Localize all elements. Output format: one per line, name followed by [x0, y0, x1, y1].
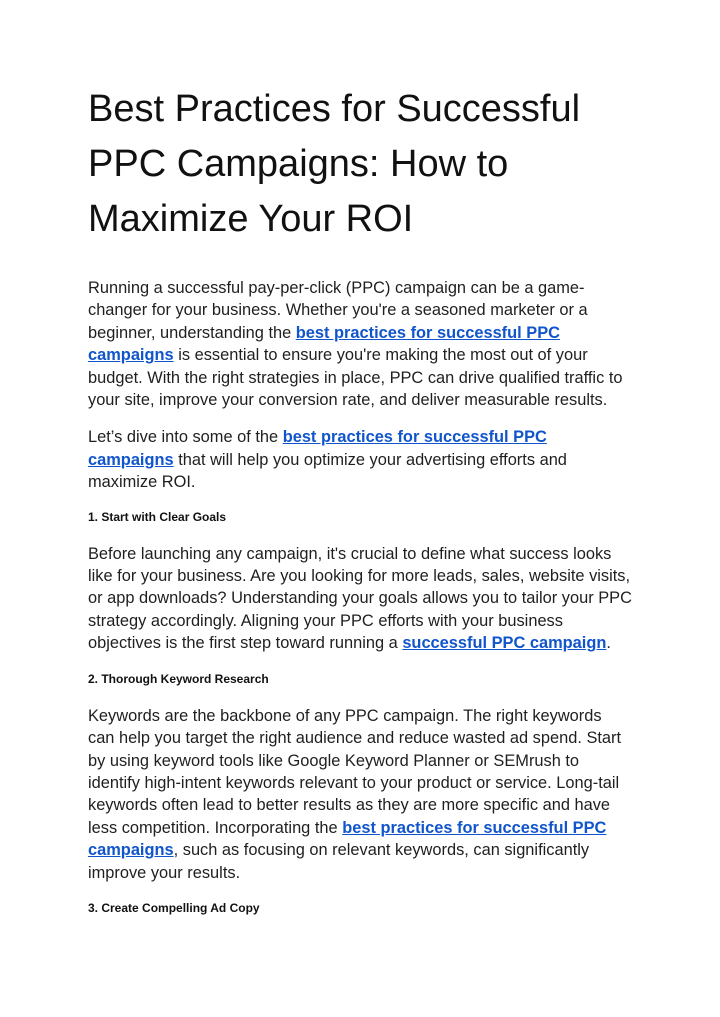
best-practices-link-2[interactable]: best practices for successful PPC campaigns	[88, 428, 547, 469]
section-heading-ad-copy: 3. Create Compelling Ad Copy	[88, 900, 260, 915]
section-heading-keyword-research: 2. Thorough Keyword Research	[88, 671, 269, 686]
intro-text-2b: that will help you optimize your advertising efforts and maximize ROI.	[88, 450, 567, 492]
keyword-research-text-b: , such as focusing on relevant keywords, can significantly improve your results.	[88, 841, 590, 882]
clear-goals-text-a: Before launching any campaign, it's crucial to define what success looks like for your business. Are you looking for more leads, sales, website visits, or app downloads? Understanding your goals allows you to tailor your PPC strategy accordingly. Aligning your PPC efforts with your business objectives is the first step toward running a	[88, 544, 632, 653]
best-practices-link-3[interactable]: best practices for successful PPC campaigns	[88, 818, 607, 860]
successful-ppc-campaign-link[interactable]: successful PPC campaign	[402, 634, 607, 653]
section-heading-clear-goals: 1. Start with Clear Goals	[88, 509, 227, 524]
clear-goals-text-b: .	[606, 634, 611, 653]
intro-paragraph-2	[88, 426, 632, 493]
best-practices-link-1[interactable]: best practices for successful PPC campaigns	[88, 323, 560, 365]
keyword-research-text-a: Keywords are the backbone of any PPC campaign. The right keywords can help you target the right audience and reduce wasted ad spend. Start by using keyword tools like Google Keyword Planner or SEMrush to identify high-intent keywords relevant to your product or service. Long-tail keywords often lead to better results as they are more specific and have less competition. Incorporating the	[88, 706, 622, 837]
section-body-keyword-research	[88, 705, 632, 884]
intro-text-1a: Running a successful pay-per-click (PPC) campaign can be a game-changer for your business. Whether you're a seasoned marketer or a beginner, understanding the	[88, 279, 588, 342]
page-title: Best Practices for Successful PPC Campaigns: How to Maximize Your ROI	[88, 88, 581, 240]
section-body-clear-goals	[88, 543, 632, 655]
intro-text-1b: is essential to ensure you're making the most out of your budget. With the right strategies in place, PPC can drive qualified traffic to your site, improve your conversion rate, and deliver measurable results.	[88, 346, 623, 410]
intro-paragraph-1	[88, 277, 632, 411]
intro-text-2a: Let’s dive into some of the	[88, 428, 283, 447]
